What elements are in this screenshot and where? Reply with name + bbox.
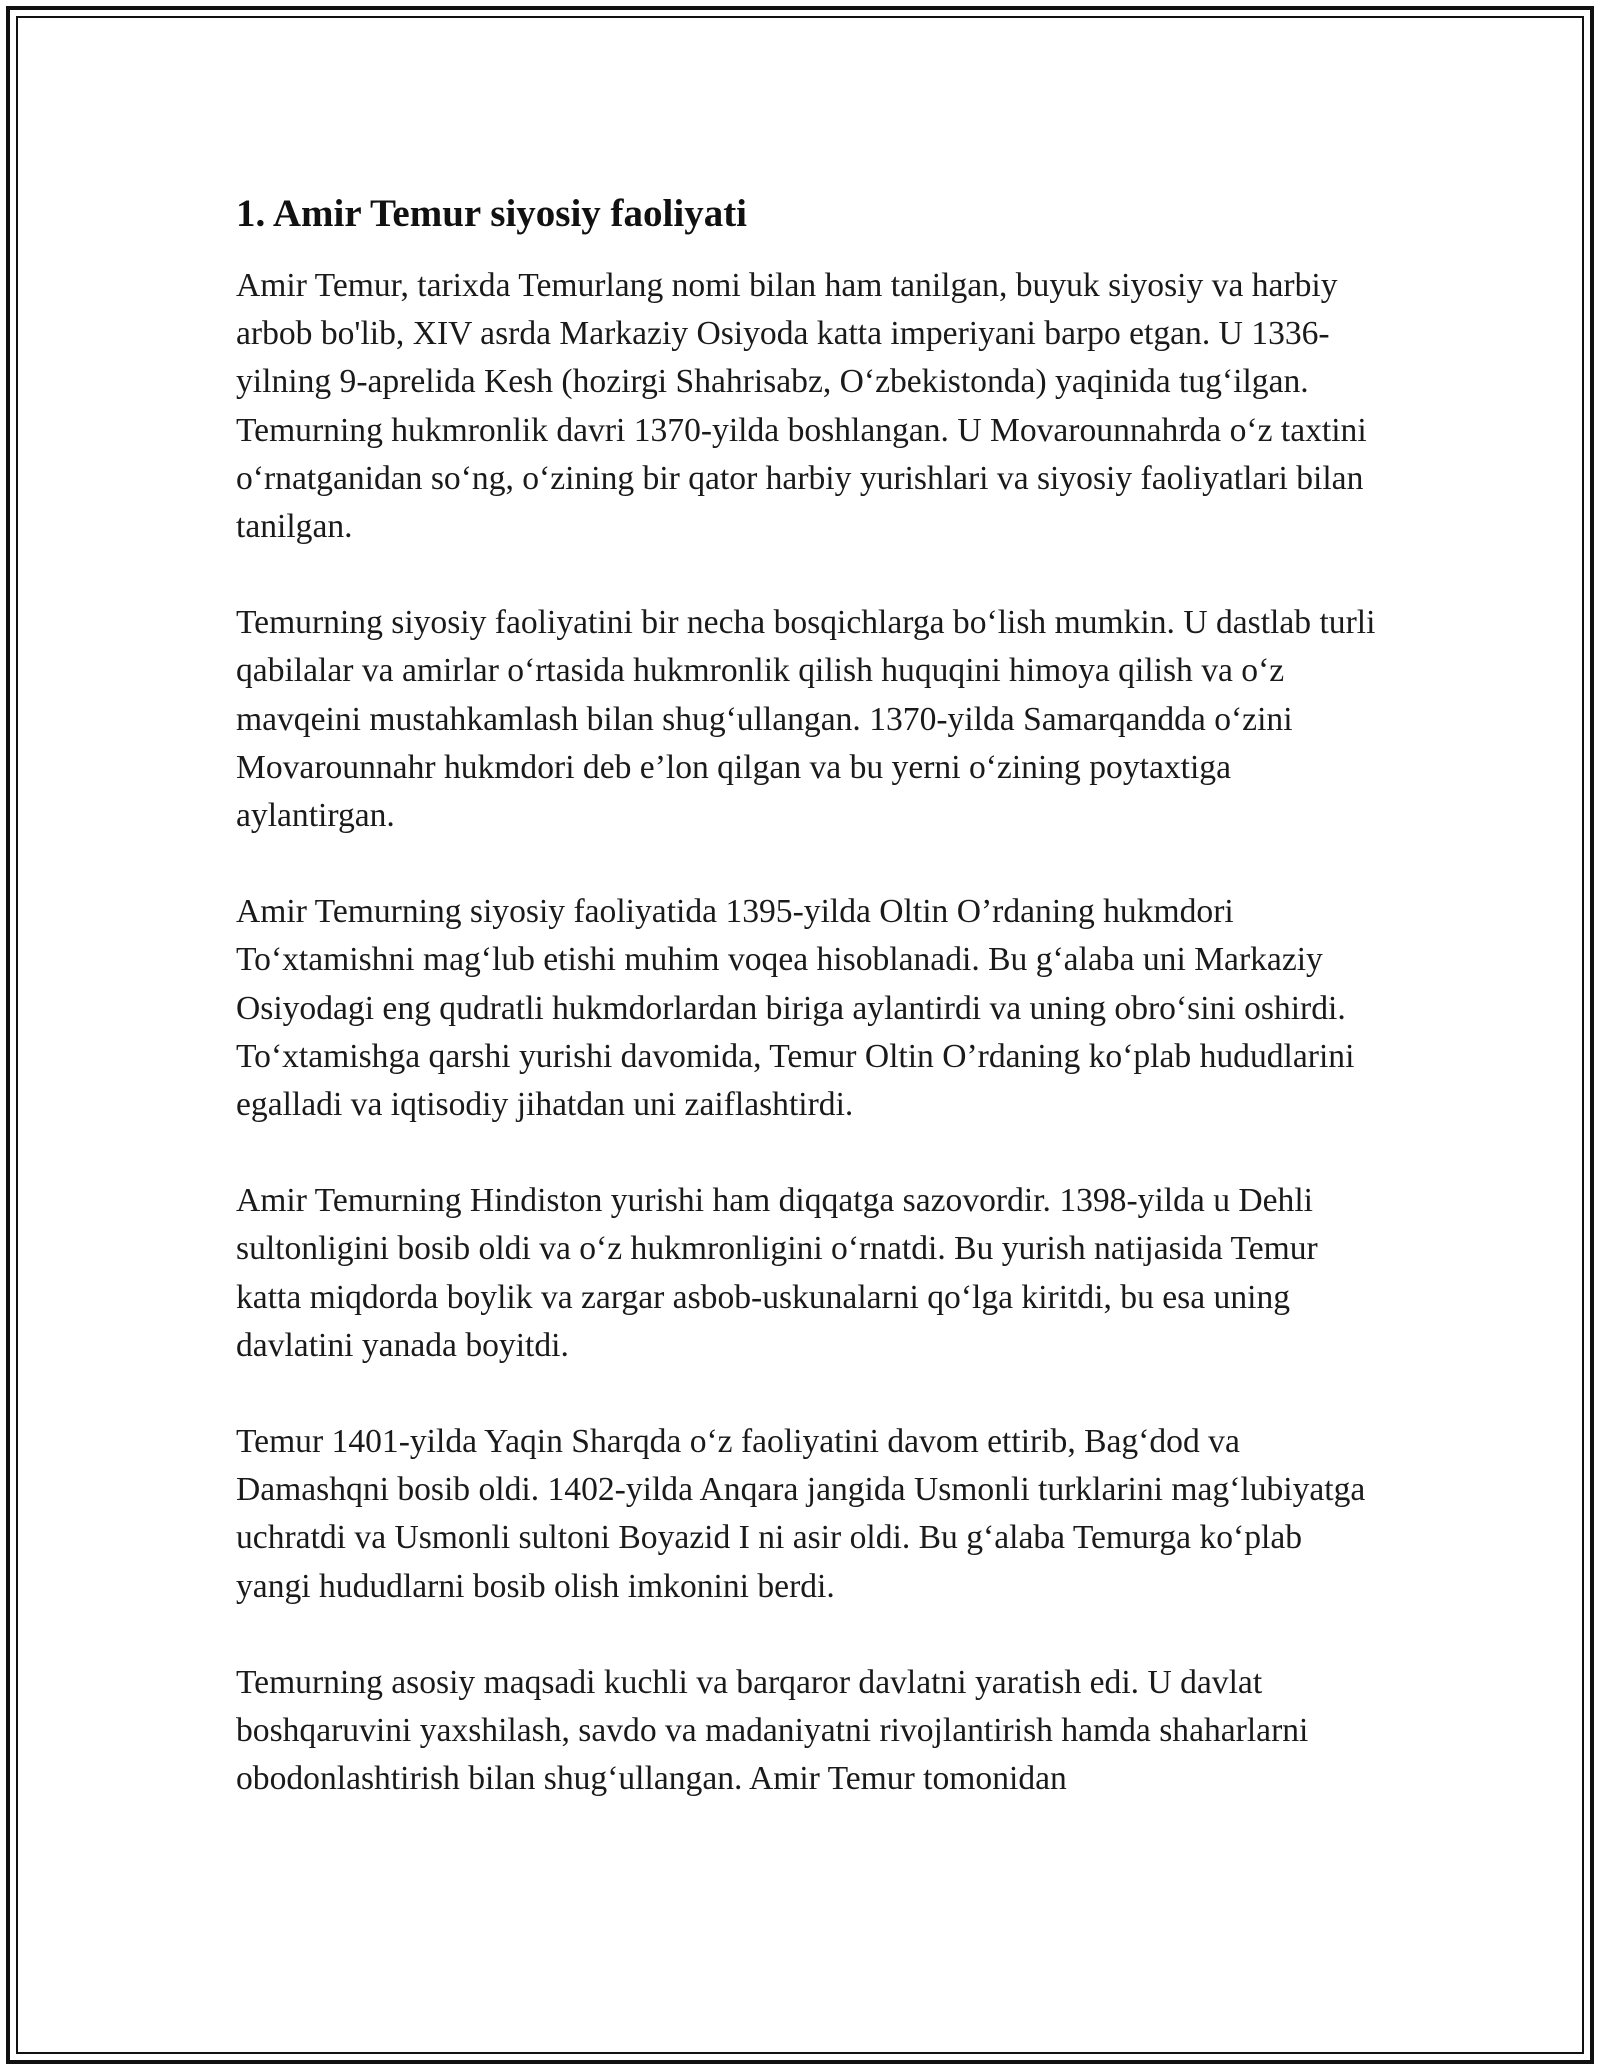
paragraph-5: Temur 1401-yilda Yaqin Sharqda o‘z faoliyatini davom ettirib, Bag‘dod va Damashqni bosib oldi. 1402-yilda Anqara jangida Usmonli turklarini mag‘lubiyatga uchratdi va Usmonli sultoni Boyazid I ni asir oldi. Bu g‘alaba Temurga ko‘plab yangi hududlarni bosib olish imkonini berdi. bbox=[236, 1423, 1366, 1605]
paragraph-4: Amir Temurning Hindiston yurishi ham diqqatga sazovordir. 1398-yilda u Dehli sultonligini bosib oldi va o‘z hukmronligini o‘rnatdi. Bu yurish natijasida Temur katta miqdorda boylik va zargar asbob-uskunalarni qo‘lga kiritdi, bu esa uning davlatini yanada boyitdi. bbox=[236, 1182, 1318, 1364]
paragraph-6: Temurning asosiy maqsadi kuchli va barqaror davlatni yaratish edi. U davlat boshqaruvini yaxshilash, savdo va madaniyatni rivojlantirish hamda shaharlarni obodonlashtirish bilan shug‘ullangan. Amir Temur tomonidan bbox=[236, 1663, 1309, 1798]
paragraph-3: Amir Temurning siyosiy faoliyatida 1395-yilda Oltin O’rdaning hukmdori To‘xtamishni mag‘lub etishi muhim voqea hisoblanadi. Bu g‘alaba uni Markaziy Osiyodagi eng qudratli hukmdorlardan biriga aylantirdi va uning obro‘sini oshirdi. To‘xtamishga qarshi yurishi davomida, Temur Oltin O’rdaning ko‘plab hududlarini egalladi va iqtisodiy jihatdan uni zaiflashtirdi. bbox=[236, 893, 1355, 1124]
paragraph-1: Amir Temur, tarixda Temurlang nomi bilan ham tanilgan, buyuk siyosiy va harbiy arbob bo'lib, XIV asrda Markaziy Osiyoda katta imperiyani barpo etgan. U 1336-yilning 9-aprelida Kesh (hozirgi Shahrisabz, O‘zbekistonda) yaqinida tug‘ilgan. Temurning hukmronlik davri 1370-yilda boshlangan. U Movarounnahrda o‘z taxtini o‘rnatganidan so‘ng, o‘zining bir qator harbiy yurishlari va siyosiy faoliyatlari bilan tanilgan. bbox=[236, 267, 1367, 546]
paragraph-2: Temurning siyosiy faoliyatini bir necha bosqichlarga bo‘lish mumkin. U dastlab turli qabilalar va amirlar o‘rtasida hukmronlik qilish huquqini himoya qilish va o‘z mavqeini mustahkamlash bilan shug‘ullangan. 1370-yilda Samarqandda o‘zini Movarounnahr hukmdori deb e’lon qilgan va bu yerni o‘zining poytaxtiga aylantirgan. bbox=[236, 604, 1376, 835]
section-heading: 1. Amir Temur siyosiy faoliyati bbox=[236, 192, 748, 235]
document-body bbox=[236, 186, 1376, 1851]
